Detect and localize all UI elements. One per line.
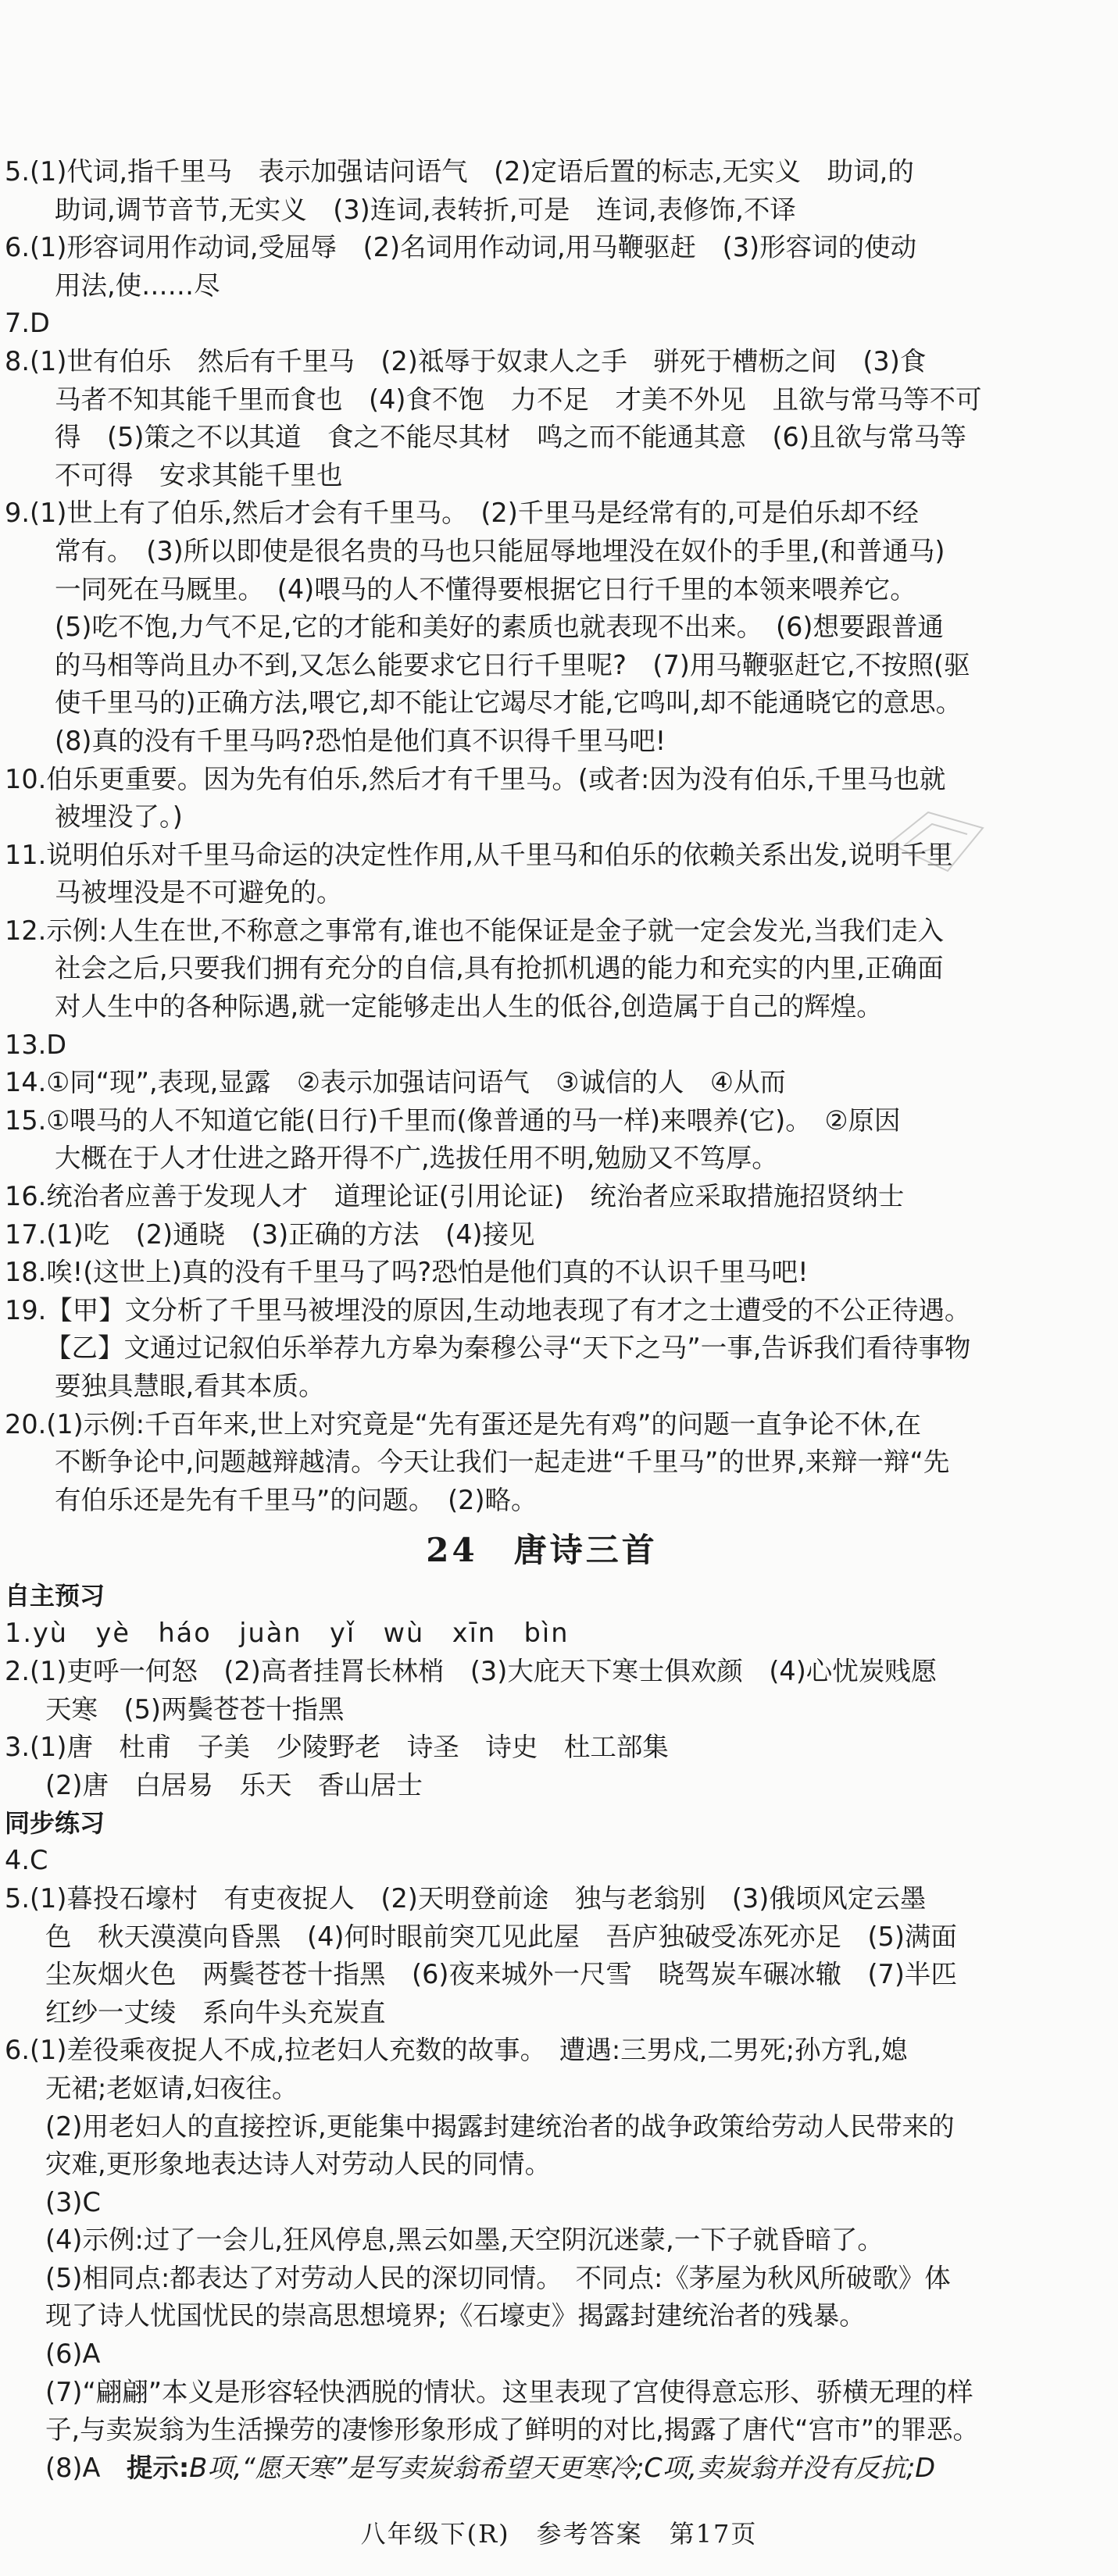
answer-line: (7)“翩翩”本义是形容轻快洒脱的情状。这里表现了宫使得意忘形、骄横无理的样 (45, 2376, 973, 2407)
page-footer: 八年级下(R) 参考答案 第17页 (360, 2519, 758, 2549)
answer-line: 不可得 安求其能千里也 (55, 459, 343, 491)
answer-line: 14.①同“现”,表现,显露 ②表示加强诘问语气 ③诚信的人 ④从而 (5, 1067, 786, 1098)
answer-line: 的马相等尚且办不到,又怎么能要求它日行千里呢? (7)用马鞭驱赶它,不按照(驱 (55, 649, 970, 680)
preview-answers-block (5, 1614, 1079, 1804)
answer-line: 要独具慧眼,看其本质。 (55, 1371, 325, 1401)
section-title: 24 唐诗三首 (426, 1531, 658, 1570)
answer-line: 现了诗人忧国忧民的崇高思想境界;《石壕吏》揭露封建统治者的残暴。 (45, 2300, 866, 2332)
answer-line: 16.统治者应善于发现人才 道理论证(引用论证) 统治者应采取措施招贤纳士 (5, 1181, 905, 1212)
answer-line: 6.(1)差役乘夜捉人不成,拉老妇人充数的故事。 遭遇:三男戍,二男死;孙方乳,媳 (5, 2035, 908, 2066)
answer-line: 得 (5)策之不以其道 食之不能尽其材 鸣之而不能通其意 (6)且欲与常马等 (55, 422, 966, 453)
answer-line: 10.伯乐更重要。因为先有伯乐,然后才有千里马。(或者:因为没有伯乐,千里马也就 (5, 763, 946, 794)
answer-line: 20.(1)示例:千百年来,世上对究竟是“先有蛋还是先有鸡”的问题一直争论不休,在 (5, 1408, 922, 1440)
faint-watermark-stamp (873, 797, 991, 883)
answer-line: 灾难,更形象地表达诗人对劳动人民的同情。 (45, 2149, 552, 2180)
answer-line: 一同死在马厩里。 (4)喂马的人不懂得要根据它日行千里的本领来喂养它。 (55, 573, 916, 605)
answer-line: 有伯乐还是先有千里马”的问题。 (2)略。 (55, 1484, 538, 1515)
answer-line: 色 秋天漠漠向昏黑 (4)何时眼前突兀见此屋 吾庐独破受冻死亦足 (5)满面 (45, 1921, 957, 1952)
answer-line: (6)A (45, 2339, 101, 2370)
answer-line: 社会之后,只要我们拥有充分的自信,具有抢抓机遇的能力和充实的内里,正确面 (55, 953, 944, 984)
answer-line: 红纱一丈绫 系向牛头充炭直 (45, 1996, 386, 2028)
answer-line: 不断争论中,问题越辩越清。今天让我们一起走进“千里马”的世界,来辩一辩“先 (55, 1447, 950, 1478)
answer-line: 2.(1)吏呼一何怒 (2)高者挂罥长林梢 (3)大庇天下寒士俱欢颜 (4)心忧炭贱愿 (5, 1655, 938, 1686)
answer-line: (5)相同点:都表达了对劳动人民的深切同情。 不同点:《茅屋为秋风所破歌》体 (45, 2262, 951, 2293)
answer-line: 大概在于人才仕进之路开得不广,选拔任用不明,勉励又不笃厚。 (55, 1143, 778, 1174)
answer-line: 19.【甲】文分析了千里马被埋没的原因,生动地表现了有才之士遭受的不公正待遇。 (5, 1294, 971, 1325)
answer-line: 天寒 (5)两鬓苍苍十指黑 (45, 1693, 345, 1725)
answer-content (5, 153, 1079, 2487)
answer-line: 4.C (5, 1845, 48, 1876)
answer-line: 5.(1)代词,指千里马 表示加强诘问语气 (2)定语后置的标志,无实义 助词,的 (5, 156, 914, 187)
answer-line: 7.D (5, 308, 50, 339)
answer-line: 15.①喂马的人不知道它能(日行)千里而(像普通的马一样)来喂养(它)。 ②原因 (5, 1104, 901, 1136)
answer-line: 被埋没了。) (55, 801, 183, 833)
answer-line: (4)示例:过了一会儿,狂风停息,黑云如墨,天空阴沉迷蒙,一下子就昏暗了。 (45, 2225, 884, 2256)
answer-line: 尘灰烟火色 两鬓苍苍十指黑 (6)夜来城外一尺雪 晓驾炭车碾冰辙 (7)半匹 (45, 1959, 957, 1990)
answer-line: 18.唉!(这世上)真的没有千里马了吗?恐怕是他们真的不认识千里马吧! (5, 1257, 809, 1288)
answer-line: 12.示例:人生在世,不称意之事常有,谁也不能保证是金子就一定会发光,当我们走入 (5, 915, 945, 946)
answer-line: 13.D (5, 1029, 67, 1060)
answer-line: 11.说明伯乐对千里马命运的决定性作用,从千里马和伯乐的依赖关系出发,说明千里 (5, 839, 953, 870)
hint-line (5, 2449, 1079, 2488)
answer-line: 使千里马的)正确方法,喂它,却不能让它竭尽才能,它鸣叫,却不能通晓它的意思。 (55, 687, 963, 719)
answer-line: 常有。 (3)所以即使是很名贵的马也只能屈辱地埋没在奴仆的手里,(和普通马) (55, 535, 945, 566)
answer-line: 【乙】文通过记叙伯乐举荐九方皋为秦穆公寻“天下之马”一事,告诉我们看待事物 (45, 1333, 971, 1364)
answer-line: 马者不知其能千里而食也 (4)食不饱 力不足 才美不外见 且欲与常马等不可 (55, 384, 982, 415)
subheading-preview: 自主预习 (5, 1581, 105, 1611)
answer-line: (2)用老妇人的直接控诉,更能集中揭露封建统治者的战争政策给劳动人民带来的 (45, 2110, 955, 2142)
hint-answer: (8)A (45, 2452, 127, 2483)
answer-line: 17.(1)吃 (2)通晓 (3)正确的方法 (4)接见 (5, 1218, 535, 1250)
hint-text: B项,“愿天寒”是写卖炭翁希望天更寒冷;C项,卖炭翁并没有反抗;D (189, 2452, 936, 2483)
answer-line: (8)真的没有千里马吗?恐怕是他们真不识得千里马吧! (55, 725, 666, 756)
answer-line: 用法,使……尽 (55, 269, 220, 301)
answer-line: 8.(1)世有伯乐 然后有千里马 (2)祗辱于奴隶人之手 骈死于槽枥之间 (3)食 (5, 345, 927, 376)
answer-line: (3)C (45, 2186, 101, 2217)
answer-line: 子,与卖炭翁为生活操劳的凄惨形象形成了鲜明的对比,揭露了唐代“宫市”的罪恶。 (45, 2414, 980, 2446)
subheading-practice: 同步练习 (5, 1808, 105, 1839)
answer-line: 3.(1)唐 杜甫 子美 少陵野老 诗圣 诗史 杜工部集 (5, 1732, 669, 1763)
answer-line: (2)唐 白居易 乐天 香山居士 (45, 1769, 423, 1800)
answer-line: 9.(1)世上有了伯乐,然后才会有千里马。 (2)千里马是经常有的,可是伯乐却不经 (5, 498, 919, 529)
answer-line: (5)吃不饱,力气不足,它的才能和美好的素质也就表现不出来。 (6)想要跟普通 (55, 612, 944, 643)
answer-line: 6.(1)形容词用作动词,受屈辱 (2)名词用作动词,用马鞭驱赶 (3)形容词的使动 (5, 232, 917, 263)
hint-label: 提示: (126, 2452, 190, 2483)
answer-line: 马被埋没是不可避免的。 (55, 877, 343, 908)
answer-line: 1.yù yè háo juàn yǐ wù xīn bìn (5, 1618, 570, 1649)
answer-line: 对人生中的各种际遇,就一定能够走出人生的低谷,创造属于自己的辉煌。 (55, 991, 883, 1022)
answer-line: 5.(1)暮投石壕村 有吏夜捉人 (2)天明登前途 独与老翁别 (3)俄顷风定云墨 (5, 1882, 927, 1914)
answer-line: 助词,调节音节,无实义 (3)连词,表转折,可是 连词,表修饰,不译 (55, 194, 796, 225)
answer-line: 无裙;老妪请,妇夜往。 (45, 2072, 298, 2103)
practice-answers-block (5, 1842, 1079, 2449)
